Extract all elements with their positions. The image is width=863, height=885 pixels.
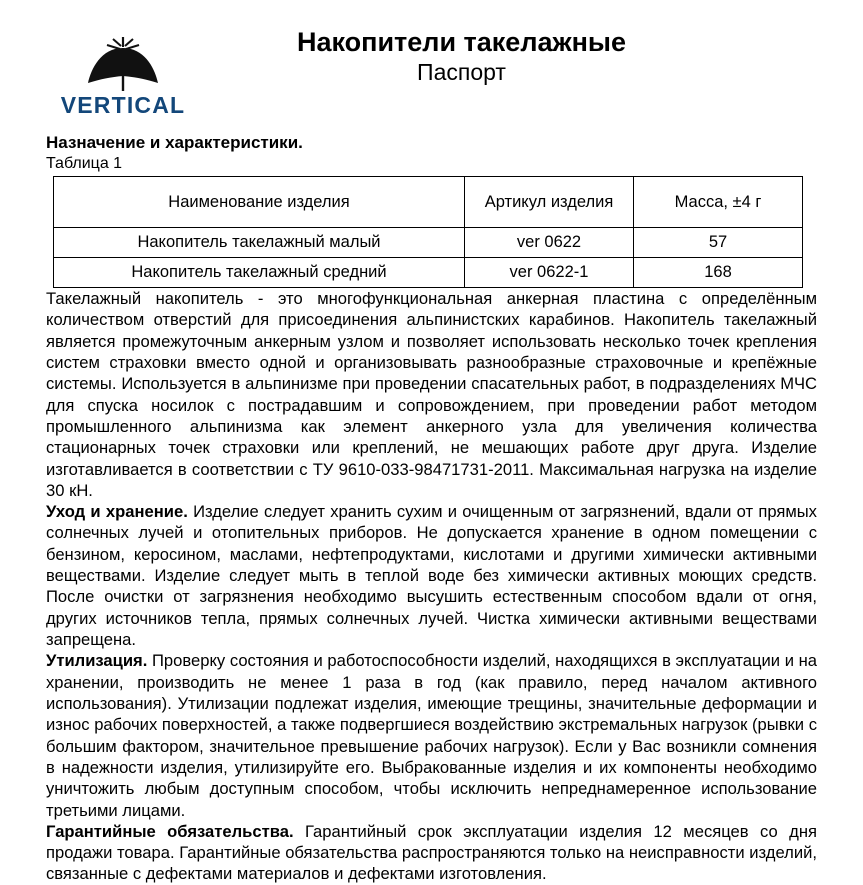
parachute-icon (71, 35, 175, 91)
inline-heading-care: Уход и хранение. (46, 502, 188, 522)
table-caption: Таблица 1 (46, 155, 123, 172)
section-heading-purpose: Назначение и характеристики. (46, 133, 303, 152)
paragraph-warranty-text: Гарантийный срок эксплуатации изделия 12 месяцев со дня продажи товара. Гарантийные обязательства распространяются только на неисправности изделий, связанные с дефектами материалов и дефектами изготовления. (46, 821, 817, 884)
page-title: Накопители такелажные (296, 27, 627, 57)
cell-name: Накопитель такелажный средний (54, 258, 465, 288)
table-header-row (54, 177, 803, 228)
paragraph-disposal-text: Проверку состояния и работоспособности изделий, находящихся в эксплуатации и на хранении, производить не менее 1 раза в год (как правило, перед началом активного использования). Утилизации подлежат изделия, имеющие трещины, значительные деформации и износ рабочих поверхностей, а также подвергшиеся воздействию экстремальных нагрузок (рывки с большим фактором, значительное превышение рабочих нагрузок). Если у Вас возникли сомнения в надежности изделия, утилизируйте его. Выбракованные изделия и их компоненты необходимо уничтожить любым доступным способом, чтобы исключить непреднамеренное использование третьими лицами. (46, 651, 817, 820)
cell-mass: 57 (634, 228, 803, 258)
table-row (54, 228, 803, 258)
cell-mass: 168 (634, 258, 803, 288)
inline-heading-disposal: Утилизация. (46, 651, 148, 671)
paragraph-purpose: Такелажный накопитель - это многофункциональная анкерная пластина с определённым количеством отверстий для присоединения альпинистских карабинов. Накопитель такелажный является промежуточным анкерным узлом и позволяет использовать несколько точек крепления систем страховки вместо одной и организовывать разнообразные страховочные и крепёжные системы. Используется в альпинизме при проведении спасательных работ, в подразделениях МЧС для спуска носилок с пострадавшим и сопровождением, при проведении работ методом промышленного альпинизма как элемент анкерного узла для увеличения количества стационарных точек страховки или креплений, не мешающих работе друг друга. Изделие изготавливается в соответствии с ТУ 9610-033-98471731-2011. Максимальная нагрузка на изделие 30 кН. (46, 289, 817, 500)
brand-logo (58, 35, 188, 119)
cell-article: ver 0622-1 (465, 258, 634, 288)
document-header (46, 27, 817, 123)
table-header-article: Артикул изделия (465, 177, 634, 228)
paragraph-care-text: Изделие следует хранить сухим и очищенным от загрязнений, вдали от прямых солнечных лучей и отопительных приборов. Не допускается хранение в одном помещении с бензином, керосином, маслами, нефтепродуктами, кислотами и другими химически активными веществами. Изделие следует мыть в теплой воде без химически активных моющих средств. После очистки от загрязнения необходимо высушить естественным способом вдали от огня, других источников тепла, прямых солнечных лучей. Чистка химически активными веществами запрещена. (46, 502, 817, 649)
cell-name: Накопитель такелажный малый (54, 228, 465, 258)
inline-heading-warranty: Гарантийные обязательства. (46, 821, 294, 841)
paragraph-disposal (46, 650, 817, 821)
brand-name: VERTICAL (60, 92, 186, 118)
table-header-name: Наименование изделия (54, 177, 465, 228)
page-subtitle: Паспорт (417, 59, 506, 86)
paragraph-warranty (46, 821, 817, 885)
paragraph-care (46, 501, 817, 650)
table-header-mass: Масса, ±4 г (634, 177, 803, 228)
specifications-table (53, 176, 803, 288)
table-row (54, 258, 803, 288)
cell-article: ver 0622 (465, 228, 634, 258)
